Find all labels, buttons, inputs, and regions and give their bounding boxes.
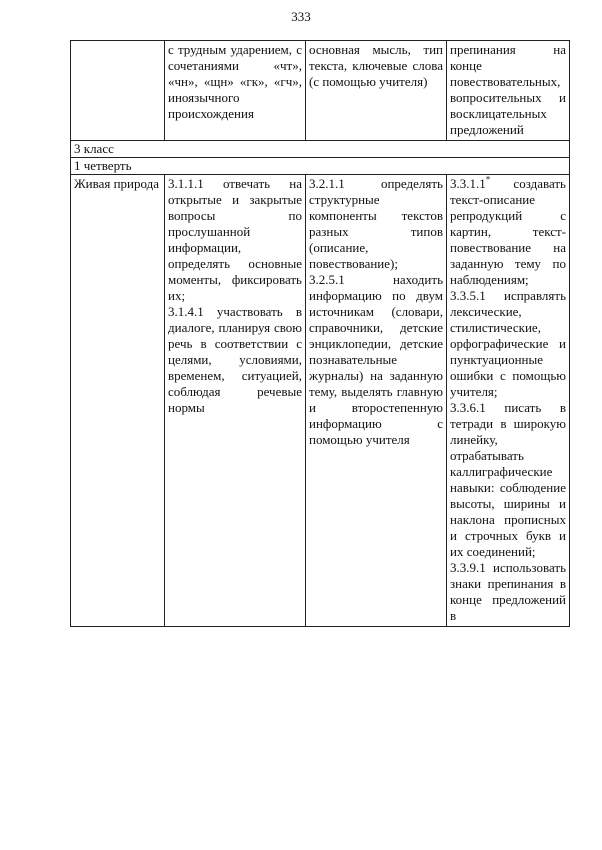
speaking-listening-cell <box>165 175 306 627</box>
table-row <box>71 158 570 175</box>
table-cell: основная мысль, тип текста, ключевые слова (с помощью учителя) <box>306 41 447 141</box>
objective: 3.2.1.1 определять структурные компоненты текстов разных типов (описание, повествование); <box>309 176 443 271</box>
objective: 3.3.5.1 исправлять лексические, стилистические, орфографические и пунктуационные ошибки с помощью учителя; <box>450 288 566 399</box>
quarter-label: 1 четверть <box>71 158 570 175</box>
curriculum-table <box>70 40 570 627</box>
writing-cell <box>447 175 570 627</box>
table-cell: с трудным ударением, с сочетаниями «чт», «чн», «щн» «гк», «гч», иноязычного происхождения <box>165 41 306 141</box>
page-number: 333 <box>291 9 311 24</box>
reading-cell <box>306 175 447 627</box>
table-row <box>71 175 570 627</box>
objective-text: создавать текст-описание репродукций с картин, текст-повествование на заданную тему по наблюдениям; <box>450 176 566 287</box>
objective-code: 3.3.1.1 <box>450 176 486 191</box>
grade-label: 3 класс <box>71 141 570 158</box>
topic-cell: Живая природа <box>71 175 165 627</box>
table-row <box>71 141 570 158</box>
objective <box>450 176 566 288</box>
table-cell: препинания на конце повествовательных, вопросительных и восклицательных предложений <box>447 41 570 141</box>
table-cell <box>71 41 165 141</box>
table-row <box>71 41 570 141</box>
footnote-mark: * <box>485 174 491 185</box>
objective: 3.3.6.1 писать в тетради в широкую линейку, отрабатывать каллиграфические навыки: соблюдение высоты, ширины и наклона прописных и строчных букв и их соединений; <box>450 400 566 559</box>
objective: 3.1.1.1 отвечать на открытые и закрытые вопросы по прослушанной информации, определять основные моменты, фиксировать их; <box>168 176 302 303</box>
objective: 3.1.4.1 участвовать в диалоге, планируя свою речь в соответствии с целями, условиями, временем, ситуацией, соблюдая речевые нормы <box>168 304 302 415</box>
objective: 3.2.5.1 находить информацию по двум источникам (словари, справочники, детские энциклопедии, детские познавательные журналы) на заданную тему, выделять главную и второстепенную информацию с помощью учителя <box>309 272 443 447</box>
objective: 3.3.9.1 использовать знаки препинания в конце предложений в <box>450 560 566 623</box>
